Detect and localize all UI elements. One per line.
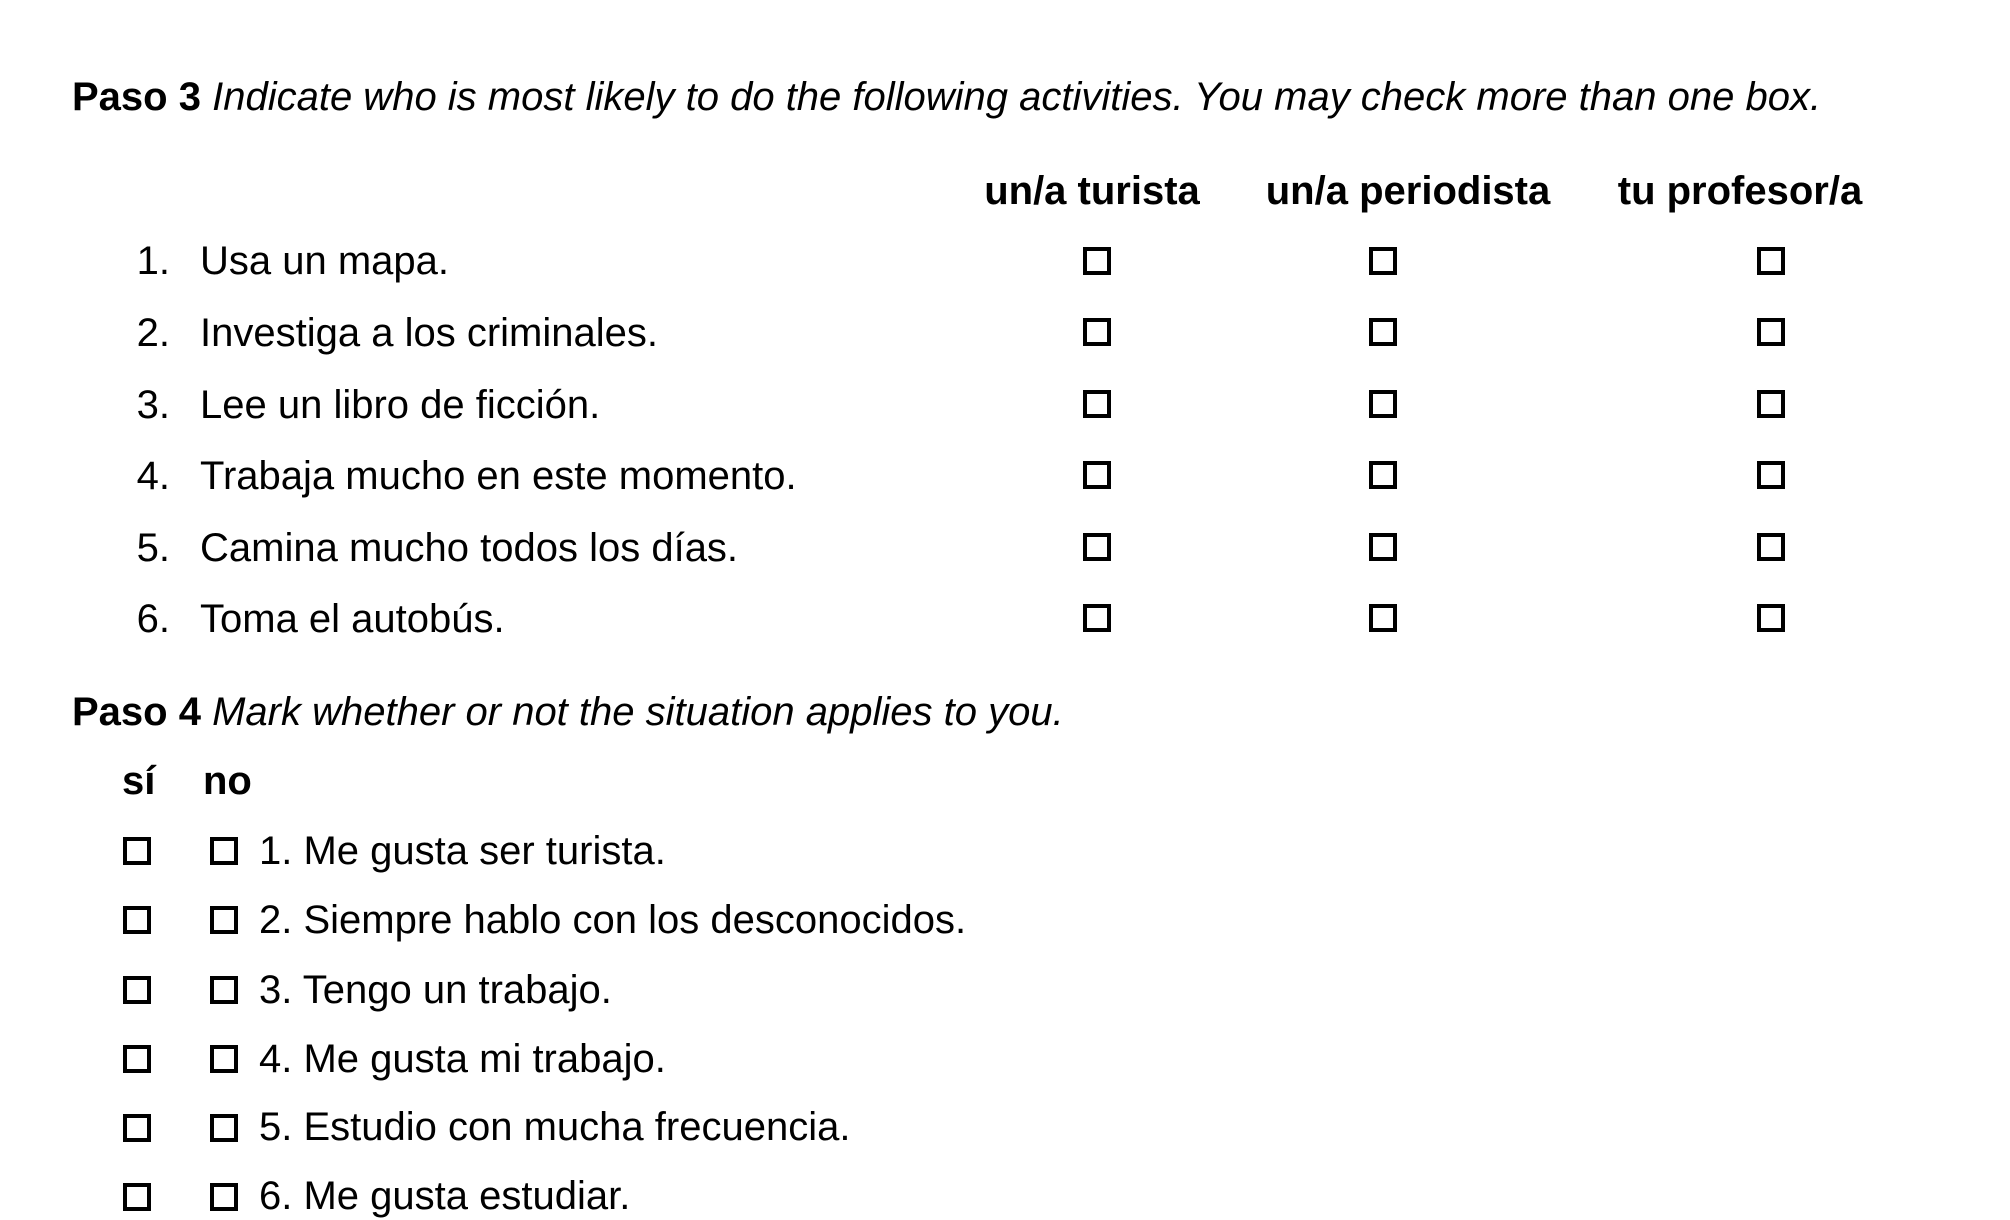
checkbox-si-4[interactable]: [123, 1045, 151, 1073]
checkbox-no-3[interactable]: [210, 976, 238, 1004]
activity-text: Camina mucho todos los días.: [200, 526, 739, 570]
paso3-label: Paso 3: [72, 75, 201, 119]
activity-number: 4.: [136, 454, 170, 498]
checkbox-no-4[interactable]: [210, 1045, 238, 1073]
activity-number: 5.: [136, 526, 170, 570]
situation-text: 6. Me gusta estudiar.: [259, 1174, 631, 1218]
activity-number: 6.: [136, 597, 170, 641]
activity-number: 1.: [136, 239, 170, 283]
checkbox-si-2[interactable]: [123, 906, 151, 934]
checkbox-turista-2[interactable]: [1083, 318, 1111, 346]
situation-text: 4. Me gusta mi trabajo.: [259, 1037, 666, 1081]
checkbox-no-2[interactable]: [210, 906, 238, 934]
checkbox-turista-1[interactable]: [1083, 247, 1111, 275]
paso3-instruction-text: Indicate who is most likely to do the following activities. You may check more than one box.: [212, 75, 1822, 119]
situation-text: 5. Estudio con mucha frecuencia.: [259, 1105, 851, 1149]
checkbox-periodista-4[interactable]: [1369, 461, 1397, 489]
checkbox-si-1[interactable]: [123, 837, 151, 865]
checkbox-periodista-6[interactable]: [1369, 604, 1397, 632]
column-header-si: sí: [122, 759, 156, 803]
paso4-label: Paso 4: [72, 690, 201, 734]
activity-text: Lee un libro de ficción.: [200, 383, 601, 427]
situation-text: 1. Me gusta ser turista.: [259, 829, 666, 873]
checkbox-profesor-6[interactable]: [1757, 604, 1785, 632]
checkbox-turista-4[interactable]: [1083, 461, 1111, 489]
checkbox-profesor-5[interactable]: [1757, 533, 1785, 561]
column-header-no: no: [203, 759, 252, 803]
checkbox-si-5[interactable]: [123, 1114, 151, 1142]
situation-text: 3. Tengo un trabajo.: [259, 968, 612, 1012]
checkbox-si-3[interactable]: [123, 976, 151, 1004]
activity-text: Usa un mapa.: [200, 239, 450, 283]
column-header-profesor: tu profesor/a: [1617, 169, 1863, 213]
checkbox-periodista-3[interactable]: [1369, 390, 1397, 418]
checkbox-no-1[interactable]: [210, 837, 238, 865]
checkbox-periodista-1[interactable]: [1369, 247, 1397, 275]
checkbox-turista-5[interactable]: [1083, 533, 1111, 561]
activity-number: 3.: [136, 383, 170, 427]
checkbox-no-6[interactable]: [210, 1183, 238, 1211]
paso4-instruction-text: Mark whether or not the situation applies to you.: [212, 690, 1064, 734]
paso4-instruction: [72, 688, 1064, 736]
checkbox-no-5[interactable]: [210, 1114, 238, 1142]
activity-text: Investiga a los criminales.: [200, 311, 658, 355]
column-header-periodista: un/a periodista: [1265, 169, 1551, 213]
situation-text: 2. Siempre hablo con los desconocidos.: [259, 898, 967, 942]
checkbox-profesor-2[interactable]: [1757, 318, 1785, 346]
checkbox-profesor-4[interactable]: [1757, 461, 1785, 489]
activity-text: Toma el autobús.: [200, 597, 505, 641]
checkbox-turista-6[interactable]: [1083, 604, 1111, 632]
activity-text: Trabaja mucho en este momento.: [200, 454, 797, 498]
activity-number: 2.: [136, 311, 170, 355]
column-header-turista: un/a turista: [984, 169, 1200, 213]
checkbox-si-6[interactable]: [123, 1183, 151, 1211]
checkbox-profesor-3[interactable]: [1757, 390, 1785, 418]
checkbox-turista-3[interactable]: [1083, 390, 1111, 418]
checkbox-periodista-5[interactable]: [1369, 533, 1397, 561]
checkbox-periodista-2[interactable]: [1369, 318, 1397, 346]
paso3-instruction: [72, 73, 1821, 121]
checkbox-profesor-1[interactable]: [1757, 247, 1785, 275]
